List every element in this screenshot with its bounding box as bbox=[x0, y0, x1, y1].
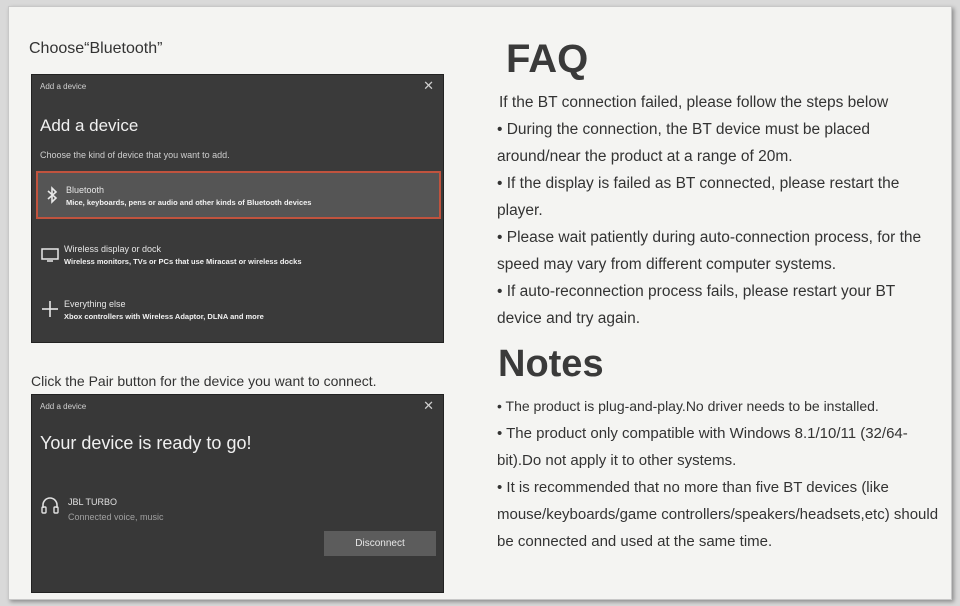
option-title: Everything else bbox=[64, 299, 126, 309]
option-bluetooth[interactable] bbox=[36, 171, 441, 219]
dialog-heading: Add a device bbox=[40, 116, 139, 135]
option-everything-else[interactable] bbox=[36, 287, 441, 335]
bluetooth-icon bbox=[42, 185, 62, 205]
note-item: • The product only compatible with Windows 8.1/10/11 (32/64-bit).Do not apply it to other systems. bbox=[497, 425, 908, 469]
option-description: Mice, keyboards, pens or audio and other kinds of Bluetooth devices bbox=[66, 198, 312, 207]
dialog-titlebar bbox=[32, 395, 443, 419]
close-icon[interactable]: ✕ bbox=[423, 398, 434, 413]
close-icon[interactable]: ✕ bbox=[423, 78, 434, 93]
caption-click-pair: Click the Pair button for the device you want to connect. bbox=[31, 373, 377, 389]
faq-intro: If the BT connection failed, please follow the steps below bbox=[499, 94, 889, 111]
option-description: Wireless monitors, TVs or PCs that use Miracast or wireless docks bbox=[64, 257, 302, 266]
notes-list bbox=[497, 393, 943, 555]
faq-item: • Please wait patiently during auto-connection process, for the speed may vary from different computer systems. bbox=[497, 229, 922, 273]
dialog-subtitle: Choose the kind of device that you want to add. bbox=[40, 150, 230, 160]
note-item: • It is recommended that no more than five BT devices (like mouse/keyboards/game controllers/speakers/headsets,etc) should be connected and used at the same time. bbox=[497, 479, 939, 550]
option-wireless-display[interactable] bbox=[36, 232, 441, 280]
caption-choose-bluetooth: Choose“Bluetooth” bbox=[29, 40, 163, 57]
device-name: JBL TURBO bbox=[68, 497, 118, 507]
note-item: • The product is plug-and-play.No driver needs to be installed. bbox=[497, 398, 879, 414]
faq-item: • During the connection, the BT device must be placed around/near the product at a range of 20m. bbox=[497, 121, 871, 165]
faq-item: • If the display is failed as BT connected, please restart the player. bbox=[497, 175, 900, 219]
faq-item: • If auto-reconnection process fails, please restart your BT device and try again. bbox=[497, 283, 895, 327]
add-device-dialog bbox=[31, 74, 444, 343]
monitor-icon bbox=[40, 244, 60, 264]
dialog-title: Add a device bbox=[40, 402, 87, 411]
device-status: Connected voice, music bbox=[68, 512, 164, 522]
manual-page bbox=[8, 6, 952, 600]
option-description: Xbox controllers with Wireless Adaptor, DLNA and more bbox=[64, 312, 264, 321]
device-ready-dialog bbox=[31, 394, 444, 593]
option-title: Bluetooth bbox=[66, 185, 105, 195]
headset-icon bbox=[40, 495, 60, 517]
faq-heading: FAQ bbox=[506, 37, 589, 81]
notes-heading: Notes bbox=[498, 343, 604, 385]
plus-icon bbox=[40, 299, 60, 319]
dialog-title: Add a device bbox=[40, 82, 87, 91]
option-title: Wireless display or dock bbox=[64, 244, 162, 254]
disconnect-button[interactable]: Disconnect bbox=[324, 531, 436, 556]
dialog-titlebar bbox=[32, 75, 443, 99]
faq-list bbox=[497, 116, 943, 332]
ready-heading: Your device is ready to go! bbox=[40, 433, 252, 453]
